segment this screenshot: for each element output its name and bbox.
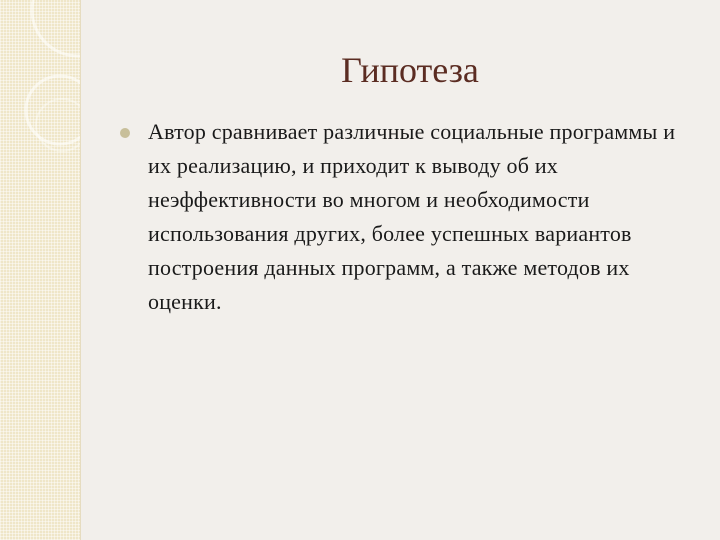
decorative-circles-icon (0, 0, 80, 200)
decorative-side-strip (0, 0, 81, 540)
bullet-dot-icon (120, 128, 130, 138)
bullet-item (108, 115, 688, 319)
bullet-text: Автор сравнивает различные социальные программы и их реализацию, и приходит к выводу об их неэффективности во многом и необходимости использования других, более успешных вариантов построения данных программ, а также методов их оценки. (148, 119, 676, 314)
slide-content (108, 115, 688, 319)
slide-title: Гипотеза (341, 50, 479, 90)
